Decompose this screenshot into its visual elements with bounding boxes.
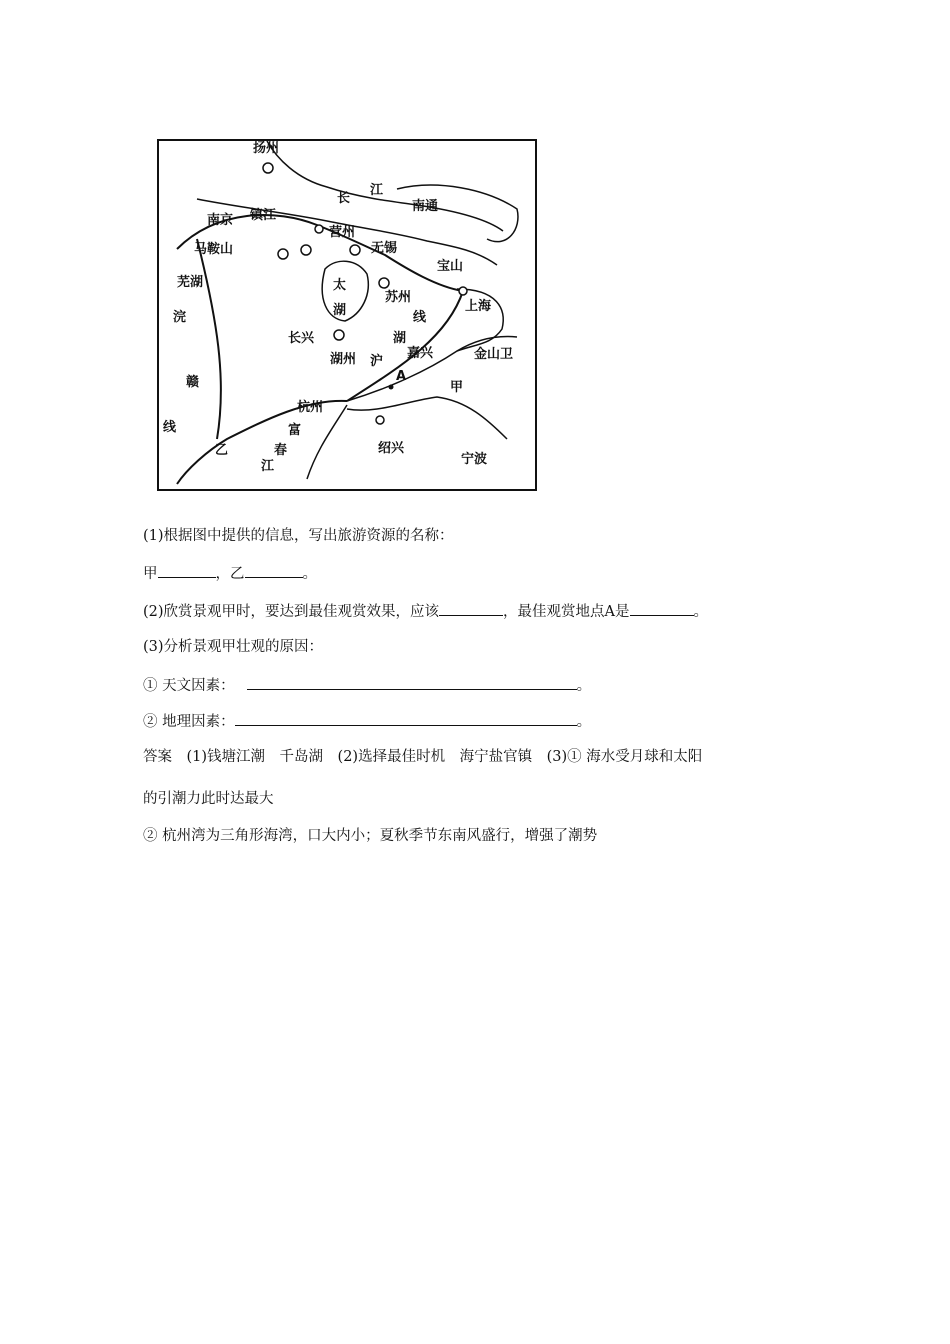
question-3-2 [143,713,591,730]
label-gan: 赣 [186,375,200,390]
label-suzhou: 苏州 [385,290,412,305]
q3-1-blank[interactable] [247,677,577,690]
answer-line-1: 答案 (1)钱塘江潮 千岛湖 (2)选择最佳时机 海宁盐官镇 (3)① 海水受月球和太阳 [143,749,703,765]
label-yangzhou: 扬州 [253,141,280,156]
q3-1-end: 。 [576,678,592,694]
label-jiaxing: 嘉兴 [407,346,434,361]
label-xian2: 线 [163,420,177,435]
changzhou-marker [315,225,323,233]
label-nantong: 南通 [412,199,439,214]
label-changxing: 长兴 [288,331,315,346]
label-chang: 长 [337,191,351,206]
label-hangzhou: 杭州 [297,400,324,415]
answer-line-3: ② 杭州湾为三角形海湾，口大内小；夏秋季节东南风盛行，增强了潮势 [143,828,598,844]
shaoxing-marker [376,416,384,424]
q1-end: 。 [302,566,317,582]
q1-yi-blank[interactable] [245,565,303,578]
q3-2-end: 。 [576,714,592,730]
q1-yi-label: ，乙 [215,566,245,582]
label-shaoxing: 绍兴 [378,441,405,456]
point-a-marker [389,385,394,390]
label-hu-lake: 湖 [333,303,347,318]
map-figure [157,139,537,491]
label-jinshanwei: 金山卫 [474,347,514,362]
wangan-railway [197,239,221,439]
question-2 [143,603,708,620]
label-hu2: 湖 [393,331,407,346]
q2-end: 。 [693,604,709,620]
q3-2-label: ② 地理因素： [143,714,235,730]
yangzhou-marker [263,163,273,173]
label-huzhou: 湖州 [330,352,357,367]
q3-2-blank[interactable] [235,713,577,726]
fuchun-river [307,405,347,479]
label-yingzhou: 营州 [329,225,356,240]
q2-text-b: ，最佳观赏地点A是 [503,604,630,620]
question-1-blanks [143,565,317,582]
label-tai: 太 [333,278,347,293]
q1-prompt-text: (1)根据图中提供的信息，写出旅游资源的名称： [143,528,454,544]
label-wan: 浣 [173,310,187,325]
q1-jia-blank[interactable] [158,565,216,578]
label-wuxi: 无锡 [371,241,398,256]
question-3-prompt [143,640,323,655]
hangzhou-bay-south [347,397,507,439]
label-jiang: 江 [370,183,384,198]
label-point-a: A [396,369,407,384]
shanghai-marker [459,287,467,295]
q1-jia-label: 甲 [143,566,158,582]
label-baoshan: 宝山 [437,259,464,274]
huzhou-marker [334,330,344,340]
label-ningbo: 宁波 [461,452,488,467]
wuxi-marker [350,245,360,255]
label-jiang2: 江 [261,459,275,474]
label-yi: 乙 [215,443,229,458]
question-1-prompt [143,529,454,544]
q3-prompt-text: (3)分析景观甲壮观的原因： [143,639,324,655]
q3-1-label: ① 天文因素： [143,678,235,694]
answer-line-2: 的引潮力此时达最大 [143,791,274,807]
label-fu: 富 [288,423,302,438]
lake-circle-1 [278,249,288,259]
label-hu-shanghai: 沪 [370,354,384,369]
suzhou-marker [379,278,389,288]
yangtze-north-bank [267,141,503,231]
q2-blank-2[interactable] [630,603,694,616]
label-shanghai: 上海 [465,299,492,314]
label-xian1: 线 [413,310,427,325]
label-jia: 甲 [450,380,464,395]
label-maanshan: 马鞍山 [194,242,234,257]
label-wuhu: 芜湖 [177,275,204,290]
label-nanjing: 南京 [207,213,234,228]
q2-text-a: (2)欣赏景观甲时，要达到最佳观赏效果，应该 [143,604,440,620]
huhang-railway [347,291,463,401]
label-zhenjiang: 镇江 [250,208,277,223]
question-3-1 [143,677,591,694]
label-chun: 春 [274,443,288,458]
q2-blank-1[interactable] [439,603,503,616]
lake-circle-2 [301,245,311,255]
